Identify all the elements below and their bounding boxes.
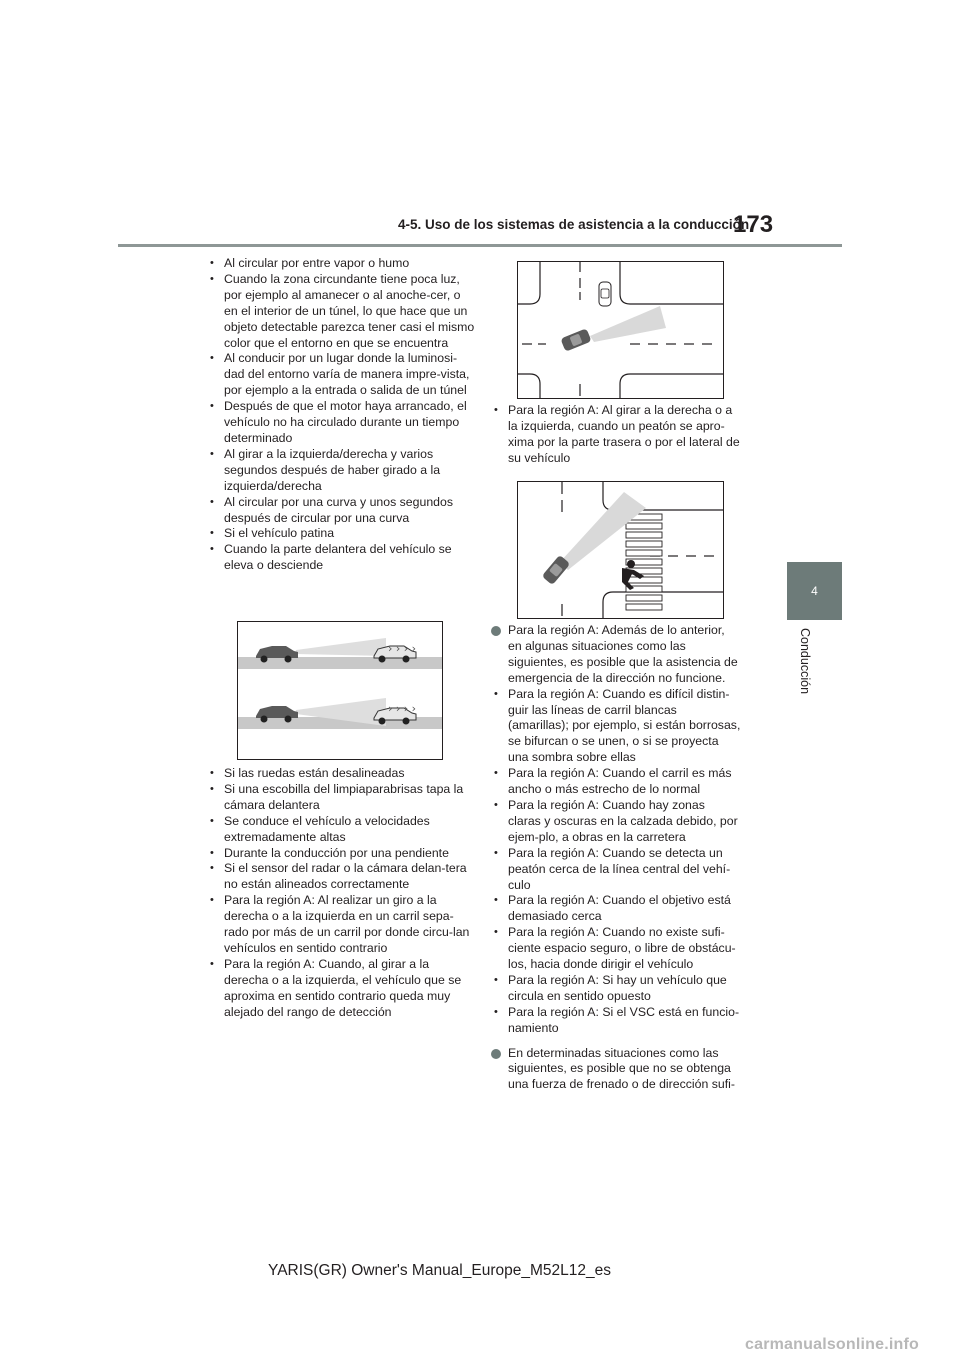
note-emergency-steering <box>491 623 741 687</box>
radar-waves <box>388 642 416 715</box>
bullet-dot-icon <box>491 1049 501 1059</box>
page-number: 173 <box>733 211 774 238</box>
list-item: • Para la región A: Cuando no existe sufi-ciente espacio seguro, o libre de obstácu-los, hacia donde dirigir el vehículo <box>491 925 741 973</box>
list-item: • Para la región A: Cuando el carril es más ancho o más estrecho de lo normal <box>491 766 741 798</box>
figure-pedestrian-crossing-svg <box>518 482 723 618</box>
footer-manual-title: YARIS(GR) Owner's Manual_Europe_M52L12_es <box>268 1262 611 1279</box>
list-item: • Para la región A: Si hay un vehículo que circula en sentido opuesto <box>491 973 741 1005</box>
bullet-list-bottom <box>207 766 475 1021</box>
list-item: • Para la región A: Cuando hay zonas claras y oscuras en la calzada debido, por ejem-plo, a obras en la carretera <box>491 798 741 846</box>
list-item: • Durante la conducción por una pendiente <box>207 846 475 862</box>
list-item: • Si las ruedas están desalineadas <box>207 766 475 782</box>
list-item: • Al girar a la izquierda/derecha y varios segundos después de haber girado a la izquierda/derecha <box>207 447 475 495</box>
list-item: • Al circular por una curva y unos segundos después de circular por una curva <box>207 495 475 527</box>
road-strip-upper <box>238 657 442 669</box>
svg-text:› › › ›: › › › › <box>388 702 417 715</box>
figure-pedestrian-crossing <box>517 481 724 619</box>
bullet-list-top <box>207 256 475 574</box>
list-item: • Después de que el motor haya arrancado, el vehículo no ha circulado durante un tiempo determinado <box>207 399 475 447</box>
bullet-dot-icon <box>491 626 501 636</box>
chapter-tab-number[interactable]: 4 <box>787 562 842 620</box>
figure-intersection-turn <box>517 261 724 399</box>
bullet-list-region-a <box>491 687 741 1037</box>
note-text: Para la región A: Además de lo anterior, en algunas situaciones como las siguientes, es posible que la asistencia de emergencia de la dirección no funcione. <box>508 623 738 685</box>
header-divider <box>118 244 842 247</box>
section-title: 4-5. Uso de los sistemas de asistencia a la conducción <box>398 217 750 232</box>
list-item: • Para la región A: Cuando es difícil distin-guir las líneas de carril blancas (amarillas); por ejemplo, si están borrosas, se bifurcan o se unen, o si se proyecta una sombra sobre ellas <box>491 687 741 767</box>
list-item: • Cuando la zona circundante tiene poca luz, por ejemplo al amanecer o al anoche-cer, o en el interior de un túnel, lo que hace que un objeto detectable parezca tener casi el mismo color que el entorno en que se encuentra <box>207 272 475 352</box>
right-column-upper <box>491 403 741 467</box>
radar-beam-upper <box>296 638 386 656</box>
list-item: • Se conduce el vehículo a velocidades extremadamente altas <box>207 814 475 846</box>
list-item: • Si el vehículo patina <box>207 526 475 542</box>
bullet-list-pedestrian <box>491 403 741 467</box>
svg-text:› › › ›: › › › › <box>388 642 417 655</box>
chapter-tab-label <box>784 628 844 708</box>
list-item: • Para la región A: Si el VSC está en funcio-namiento <box>491 1005 741 1037</box>
list-item: • Para la región A: Cuando se detecta un peatón cerca de la línea central del vehí-culo <box>491 846 741 894</box>
figure-radar-following <box>237 621 443 760</box>
note-braking-force <box>491 1046 741 1094</box>
list-item: • Al conducir por un lugar donde la luminosi-dad del entorno varía de manera impre-vista, por ejemplo a la entrada o salida de un túnel <box>207 351 475 399</box>
figure-intersection-turn-svg <box>518 262 723 398</box>
list-item: • Para la región A: Al girar a la derecha o a la izquierda, cuando un peatón se apro-xima por la parte trasera o por el lateral de su vehículo <box>491 403 741 467</box>
right-column-lower <box>491 623 741 1093</box>
note-text: En determinadas situaciones como las siguientes, es posible que no se obtenga una fuerza de frenado o de dirección sufi- <box>508 1045 735 1092</box>
left-column <box>207 256 475 574</box>
list-item: • Para la región A: Cuando el objetivo está demasiado cerca <box>491 893 741 925</box>
list-item: • Para la región A: Al realizar un giro a la derecha o a la izquierda en un carril sepa-rado por más de un carril por donde circu-lan vehículos en sentido contrario <box>207 893 475 957</box>
list-item: • Si una escobilla del limpiaparabrisas tapa la cámara delantera <box>207 782 475 814</box>
radar-beam <box>590 306 666 342</box>
list-item: • Cuando la parte delantera del vehículo se eleva o desciende <box>207 542 475 574</box>
list-item: • Al circular por entre vapor o humo <box>207 256 475 272</box>
left-column-lower <box>207 766 475 1021</box>
list-item: • Si el sensor del radar o la cámara delan-tera no están alineados correctamente <box>207 861 475 893</box>
oncoming-car-icon <box>599 282 611 306</box>
chapter-tab-label-text: Conducción <box>798 628 812 695</box>
figure-radar-following-svg <box>238 622 442 759</box>
watermark: carmanualsonline.info <box>745 1336 920 1353</box>
car-icon <box>560 328 591 351</box>
list-item: • Para la región A: Cuando, al girar a la derecha o a la izquierda, el vehículo que se aproxima en sentido contrario queda muy alejado del rango de detección <box>207 957 475 1021</box>
